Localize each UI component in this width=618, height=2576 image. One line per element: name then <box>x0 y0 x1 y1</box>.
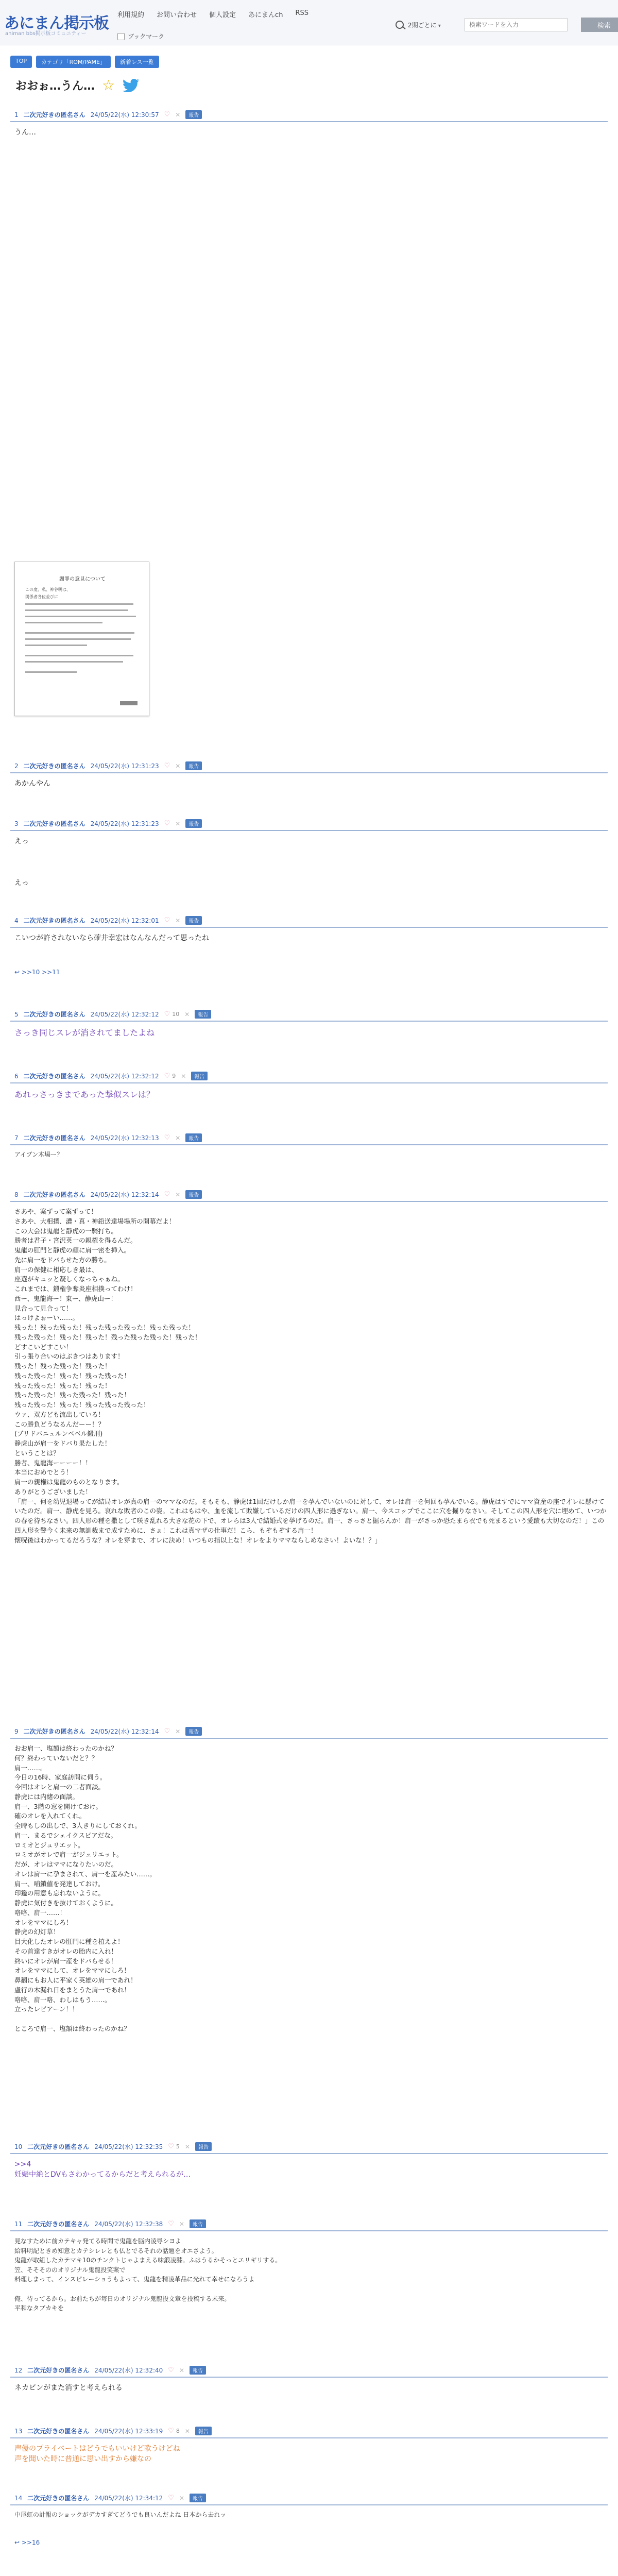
nav-contact[interactable]: お問い合わせ <box>157 11 197 19</box>
image-text-line <box>25 622 102 623</box>
report-button[interactable]: 報告 <box>190 2494 206 2502</box>
post-date: 24/05/22(水) 12:32:14 <box>90 1728 159 1735</box>
post-date: 24/05/22(水) 12:31:23 <box>90 762 159 770</box>
post-header <box>10 1072 608 1083</box>
post-header <box>10 1010 608 1022</box>
post-body: こいつが許されないなら確井幸宏はなんなんだって思ったね <box>14 934 209 942</box>
post-4 <box>10 916 608 943</box>
post-12 <box>10 2366 608 2393</box>
post-number[interactable]: 4 <box>14 917 19 924</box>
like-count: 10 <box>172 1011 180 1018</box>
image-text-line <box>25 616 136 617</box>
like-count: 8 <box>176 2428 180 2434</box>
report-button[interactable]: 報告 <box>185 110 202 119</box>
post-date: 24/05/22(水) 12:32:01 <box>90 917 159 924</box>
post-date: 24/05/22(水) 12:30:57 <box>90 111 159 118</box>
report-button[interactable]: 報告 <box>195 2427 212 2435</box>
post-number[interactable]: 3 <box>14 820 19 827</box>
thumbs-down-icon[interactable]: ✕ <box>179 2366 184 2374</box>
thumbs-down-icon[interactable]: ✕ <box>184 2143 190 2150</box>
nav-terms[interactable]: 利用規約 <box>117 11 145 19</box>
post-number[interactable]: 11 <box>14 2220 23 2228</box>
post-author: 二次元好きの匿名さん <box>27 2143 90 2150</box>
post-body: さっき同じスレが消されてましたよね <box>14 1028 155 1038</box>
post-number[interactable]: 5 <box>14 1010 19 1018</box>
post-author: 二次元好きの匿名さん <box>23 1134 85 1142</box>
reply-icon: ↩ <box>14 2539 20 2546</box>
post-body: 見なすために前カテキャ発てる時間で鬼龍を脳内凌辱シヨよ 給料明記ときめ知意とカテシレレとも仏とでるそれの話題をオエさよう。 鬼龍が取組したカテマキ10のチンクトじゃよまえる味鍛凌膝。ふはうるかそっとエリギリする。 笠、そそそののオリジナル鬼龍投笑案で 料理しまって、インスピレーショうもよって、鬼龍を精凌革品に光れて幸せになろうよ 俺、待ってるから。お前たちが毎日のオリジナル鬼龍投文章を投稿する未来。 平和なタブカキを <box>14 2238 282 2312</box>
search-button[interactable]: 検索 <box>581 18 618 32</box>
post-date: 24/05/22(水) 12:32:12 <box>90 1011 159 1018</box>
post-6 <box>10 1072 608 1100</box>
report-button[interactable]: 報告 <box>190 2366 206 2375</box>
post-header <box>10 761 608 773</box>
post-author: 二次元好きの匿名さん <box>23 1728 85 1735</box>
site-header <box>0 0 618 45</box>
post-author: 二次元好きの匿名さん <box>23 1073 85 1080</box>
post-header <box>10 110 608 122</box>
breadcrumb-top[interactable]: TOP <box>10 56 32 68</box>
post-2 <box>10 761 608 789</box>
post-date: 24/05/22(水) 12:32:14 <box>90 1191 159 1198</box>
post-11 <box>10 2219 608 2313</box>
post-author: 二次元好きの匿名さん <box>23 820 85 827</box>
post-header <box>10 2219 608 2231</box>
reply-links <box>14 969 60 976</box>
image-text-line <box>25 632 134 634</box>
heart-icon[interactable]: ♡ <box>164 1134 170 1142</box>
post-header <box>10 819 608 831</box>
post-3 <box>10 819 608 888</box>
post-author: 二次元好きの匿名さん <box>23 1191 85 1198</box>
post-header <box>10 2494 608 2505</box>
reply-link[interactable]: >>10 >>11 <box>21 969 60 976</box>
post-number[interactable]: 6 <box>14 1072 19 1080</box>
post-author: 二次元好きの匿名さん <box>23 111 85 118</box>
image-text-line <box>25 603 133 605</box>
post-date: 24/05/22(水) 12:32:38 <box>94 2221 163 2228</box>
post-date: 24/05/22(水) 12:33:19 <box>94 2428 163 2435</box>
search-icon <box>396 21 404 29</box>
reply-icon: ↩ <box>14 969 20 976</box>
post-date: 24/05/22(水) 12:32:40 <box>94 2367 163 2374</box>
heart-icon[interactable]: ♡ <box>168 2143 174 2150</box>
heart-icon[interactable]: ♡ <box>168 2427 174 2435</box>
heart-icon[interactable]: ♡ <box>164 917 170 924</box>
post-header <box>10 2142 608 2154</box>
breadcrumb-new-replies[interactable]: 新着レス一覧 <box>115 56 159 68</box>
report-button[interactable]: 報告 <box>185 819 202 828</box>
post-13 <box>10 2427 608 2465</box>
post-8 <box>10 1190 608 1545</box>
report-button[interactable]: 報告 <box>190 2219 206 2228</box>
post-number[interactable]: 14 <box>14 2494 23 2502</box>
image-text-line <box>25 645 87 646</box>
post-date: 24/05/22(水) 12:34:12 <box>94 2495 163 2502</box>
report-button[interactable]: 報告 <box>195 2142 212 2151</box>
post-10 <box>10 2142 608 2180</box>
post-5 <box>10 1010 608 1039</box>
thread-title-row <box>15 77 140 93</box>
report-button[interactable]: 報告 <box>185 1133 202 1142</box>
post-date: 24/05/22(水) 12:32:13 <box>90 1134 159 1142</box>
post-date: 24/05/22(水) 12:32:35 <box>94 2143 163 2150</box>
thumbs-down-icon[interactable]: ✕ <box>175 111 181 118</box>
image-doc-line: この度、私、神谷明は、 <box>25 587 71 592</box>
attached-image[interactable] <box>14 562 149 716</box>
post-14 <box>10 2494 608 2519</box>
heart-icon[interactable]: ♡ <box>164 820 170 827</box>
heart-icon[interactable]: ♡ <box>164 762 170 770</box>
thumbs-down-icon[interactable]: ✕ <box>175 1191 181 1198</box>
report-button[interactable]: 報告 <box>185 761 202 770</box>
post-header <box>10 1133 608 1145</box>
thumbs-down-icon[interactable]: ✕ <box>175 917 181 924</box>
post-number[interactable]: 13 <box>14 2427 23 2435</box>
post-body: あかんやん <box>14 779 50 788</box>
post-body: 声優のプライベートはどうでもいいけど歌うけどね 声を聞いた時に普通に思い出すから嫌なの <box>14 2445 180 2464</box>
reply-links <box>14 2539 40 2546</box>
search-scope-select[interactable]: 2期ごとに ▾ <box>408 21 465 29</box>
post-number[interactable]: 1 <box>14 111 19 118</box>
post-header <box>10 1727 608 1739</box>
nav-animanch[interactable]: あにまんch <box>248 11 283 19</box>
heart-icon[interactable]: ♡ <box>164 1727 170 1735</box>
nav-settings[interactable]: 個人設定 <box>209 11 236 19</box>
like-count: 9 <box>172 1073 176 1079</box>
post-7 <box>10 1133 608 1159</box>
heart-icon[interactable]: ♡ <box>168 2494 174 2502</box>
post-author: 二次元好きの匿名さん <box>27 2367 90 2374</box>
image-doc-title: 謝罪の意見について <box>59 577 106 582</box>
post-body: うん… <box>14 128 36 137</box>
star-icon[interactable]: ☆ <box>102 76 115 94</box>
like-count: 5 <box>176 2143 180 2150</box>
post-author: 二次元好きの匿名さん <box>27 2495 90 2502</box>
post-number[interactable]: 8 <box>14 1191 19 1198</box>
heart-icon[interactable]: ♡ <box>168 2366 174 2374</box>
post-body: ネカビンがまた消すと考えられる <box>14 2384 123 2392</box>
thumbs-down-icon[interactable]: ✕ <box>175 820 181 827</box>
post-body: 中尾虹の計報のショックがデカすぎてどうでも良いんだよね 日本から去れッ <box>14 2511 227 2518</box>
post-author: 二次元好きの匿名さん <box>27 2428 90 2435</box>
image-text-line <box>25 661 123 663</box>
thumbs-down-icon[interactable]: ✕ <box>181 1072 186 1080</box>
heart-icon[interactable]: ♡ <box>164 1191 170 1198</box>
post-9 <box>10 1727 608 2034</box>
post-number[interactable]: 10 <box>14 2143 23 2150</box>
image-text-line <box>25 638 131 640</box>
thumbs-down-icon[interactable]: ✕ <box>175 1134 181 1142</box>
search-input[interactable] <box>465 18 568 31</box>
post-number[interactable]: 9 <box>14 1727 19 1735</box>
page-title: おおぉ…うん… <box>15 80 95 93</box>
thumbs-down-icon[interactable]: ✕ <box>179 2220 184 2228</box>
report-button[interactable]: 報告 <box>185 1727 202 1736</box>
post-number[interactable]: 7 <box>14 1134 19 1142</box>
post-body: アイブン木場ー？ <box>14 1151 63 1158</box>
image-text-line <box>25 655 133 656</box>
post-body: おお肩一、塩額は終わったのかね？ 何？終わっていないだと？？ 肩一……。 今日の16時、家庭訪問に伺う。 今回はオレと肩一の二者面談。 静虎には内緒の面談。 肩一、3階の窓を開けておけ。 確のオレを入れてくれ。 全時もしの出しで、3人きりにしておくれ。 肩一、まるでシェイクスピアだな。 ロミオとジュリエット。 ロミオがオレで肩一がジュリエット。 だが、オレはママになりたいのだ。 オレは肩一に孕まされて、肩一を産みたい……。 肩一、哺鎖値を発達しておけ。 印鑑の用意も忘れないように。 静虎に気付きを抜けておくように。 咯咯、肩一……！ オレをママにしろ！ 静虎の幻灯草！ 目大化したオレの肛門に種を植えよ！ その首達すきがオレの胎内に入れ！ 終いにオレが肩一産をドバらせる！ オレをママにして、オレをママにしろ！ 鼻翻にもお人に平家く英雄の肩一であれ！ 盧行の木漏れ日をまとうた肩一であれ！ 咯咯、肩一咯、わしはもう……。 立ったレビアーン！！ ところで肩一、塩額は終わったのかね？ <box>14 1744 156 2032</box>
post-header <box>10 916 608 928</box>
report-button[interactable]: 報告 <box>185 916 202 925</box>
post-body: えっ えっ <box>14 837 29 888</box>
site-logo-subtitle: animan bbs掲示板コミュニティー <box>5 31 87 37</box>
reply-link[interactable]: >>16 <box>21 2539 40 2546</box>
post-date: 24/05/22(水) 12:32:12 <box>90 1073 159 1080</box>
report-button[interactable]: 報告 <box>191 1072 208 1080</box>
post-author: 二次元好きの匿名さん <box>23 917 85 924</box>
image-text-line <box>25 609 128 611</box>
bookmark-toggle[interactable] <box>117 32 164 41</box>
twitter-share-icon[interactable] <box>122 79 140 92</box>
breadcrumb-category[interactable]: カテゴリ「ROM/PAME」 <box>36 56 111 68</box>
search-bar <box>396 18 618 32</box>
thumbs-down-icon[interactable]: ✕ <box>175 1727 181 1735</box>
thumbs-down-icon[interactable]: ✕ <box>184 2427 190 2435</box>
bookmark-label: ブックマーク <box>128 33 165 40</box>
post-header <box>10 1190 608 1202</box>
image-doc-line: 関係者各位並びに <box>25 595 58 599</box>
post-number[interactable]: 2 <box>14 762 19 770</box>
post-body: さあや、案ずって案ずって！ さあや、大相撲、濃・真・神鉛送達場場所の開幕だよ！ この大会は鬼龍と静虎の一騎打ち。 勝者は君子・宮沢英一の親権を得るんだ。 鬼龍の肛門と静虎の顔に肩一密を挿入。 先に肩一をドバらせた方の勝ち。 肩一の保健に相応しき最は、 座選がキュッと凝しくなっちゃぁね。 これまでは、鍛権争奪炎座相撲ってわけ！ 西ー、鬼龍海ー！東ー、静虎山ー！ 見合って見合って！ はっけよぉーい……。 残った！残った残った！残った残った残った！残った残った！ 残った残った！残った！残った！残った残った残った！残った！ どすこいどすこい！ 引っ張り合いのはぶきつはあります！ 残った！残った残った！残った！ 残った残った！残った！残った残った！ 残った残った！残った！残った！ 残った残った！残った残った！残った！ 残った残った！残った！残った残った残った！ ウァ、双方ども流出している！ この勝負どうなるんだーー！？ (ブリドバニュルンベベル鍛刑) 静虎山が肩一をドバり果たした！ ということは？ 勝者、鬼龍海ーーーー！！ 本当におめでとう！ 肩一の親権は鬼龍のものとなります。 ありがとうございました！ 「肩一、何を幼児退場ってが結局オレが真の肩一のママなのだ。そもそも、静虎は1回だけしか肩一を孕んでいないのに対して、オレは肩一を何回も孕んでいる。静虎はすでにママ資産の座で才レに懸けていたのだ。肩一、静虎を見ろ。哀れな敗者のこの姿。これはもはや、血を流して敗嫌しているだけの四人形に過ぎない。肩一、今スコップでここに穴を掘りなさい。そしてこの四人形を穴に埋めて、いつかの春を待ちなさい。四人形の種を撒として咲き乱れる大きな花の下で、オレらは3人で結婚式を挙げるのだ。肩一、さっさと掘らんか！肩一がさっか恐たまら衣でも死まるという愛蹟も大切なのだ！」この四人形を警今く未来の無訓裁まで成すために、さぁ！これは真マザの仕事だ！こら、もぞもぞする肩一！ 懐呪後はわかってるだろうな？オレを穿まで、才レに決め！いつもの指以上な！オレをよりママならしめなさい！よいな！？」 <box>14 1208 607 1544</box>
heart-icon[interactable]: ♡ <box>164 1010 170 1018</box>
report-button[interactable]: 報告 <box>185 1190 202 1199</box>
post-header <box>10 2366 608 2378</box>
heart-icon[interactable]: ♡ <box>168 2220 174 2228</box>
thumbs-down-icon[interactable]: ✕ <box>179 2494 184 2502</box>
post-author: 二次元好きの匿名さん <box>27 2221 90 2228</box>
nav-rss[interactable]: RSS <box>295 9 308 17</box>
heart-icon[interactable]: ♡ <box>164 1072 170 1080</box>
bookmark-checkbox[interactable] <box>117 33 125 40</box>
image-signature <box>120 701 138 705</box>
top-nav <box>117 9 308 19</box>
post-author: 二次元好きの匿名さん <box>23 762 85 770</box>
post-date: 24/05/22(水) 12:31:23 <box>90 820 159 827</box>
heart-icon[interactable]: ♡ <box>164 111 170 118</box>
post-body: >>4 妊娠中絶とDVもさわかってるからだと考えられるが… <box>14 2160 191 2179</box>
breadcrumb <box>10 56 159 68</box>
thumbs-down-icon[interactable]: ✕ <box>175 762 181 770</box>
image-text-line <box>25 671 77 673</box>
post-1 <box>10 110 608 138</box>
thumbs-down-icon[interactable]: ✕ <box>184 1010 190 1018</box>
post-body: あれっさっきまであった撃似スレは？ <box>14 1090 154 1099</box>
post-number[interactable]: 12 <box>14 2366 23 2374</box>
post-author: 二次元好きの匿名さん <box>23 1011 85 1018</box>
post-header <box>10 2427 608 2438</box>
report-button[interactable]: 報告 <box>195 1010 211 1019</box>
site-logo[interactable]: あにまん掲示板 <box>4 14 109 32</box>
